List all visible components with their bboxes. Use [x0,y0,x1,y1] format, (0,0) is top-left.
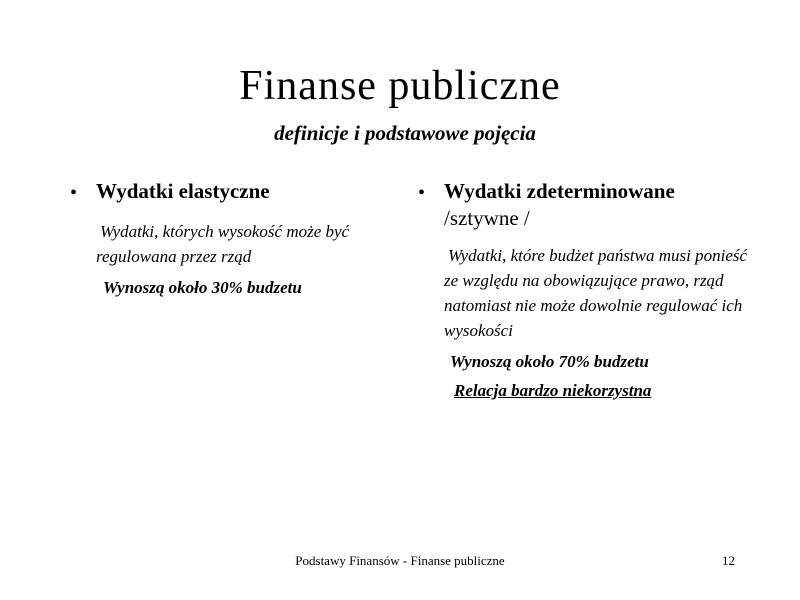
right-heading: Wydatki zdeterminowane [444,179,675,203]
page-number: 12 [722,553,735,568]
left-budget-share: Wynoszą około 30% budzetu [103,278,302,297]
right-bullet-item [418,178,758,232]
slide-title: Finanse publiczne [239,63,561,109]
bullet-icon: • [70,182,78,204]
right-heading-block [444,178,675,232]
left-heading: Wydatki elastyczne [96,179,270,203]
relation-note: Relacja bardzo niekorzystna [454,381,652,400]
right-budget-share: Wynoszą około 70% budzetu [450,352,649,371]
left-column [70,178,400,300]
left-bullet-item [70,178,400,208]
right-column [418,178,758,403]
slide-subtitle: definicje i podstawowe pojęcia [274,121,536,145]
right-heading-note: /sztywne / [444,206,530,230]
bullet-icon: • [418,182,426,204]
right-description: Wydatki, które budżet państwa musi ponieść ze względu na obowiązujące prawo, rząd natomiast nie może dowolnie regulować ich wysokości [444,246,748,340]
footer-text: Podstawy Finansów - Finanse publiczne [295,553,505,568]
left-description: Wydatki, których wysokość może być regulowana przez rząd [96,222,350,266]
